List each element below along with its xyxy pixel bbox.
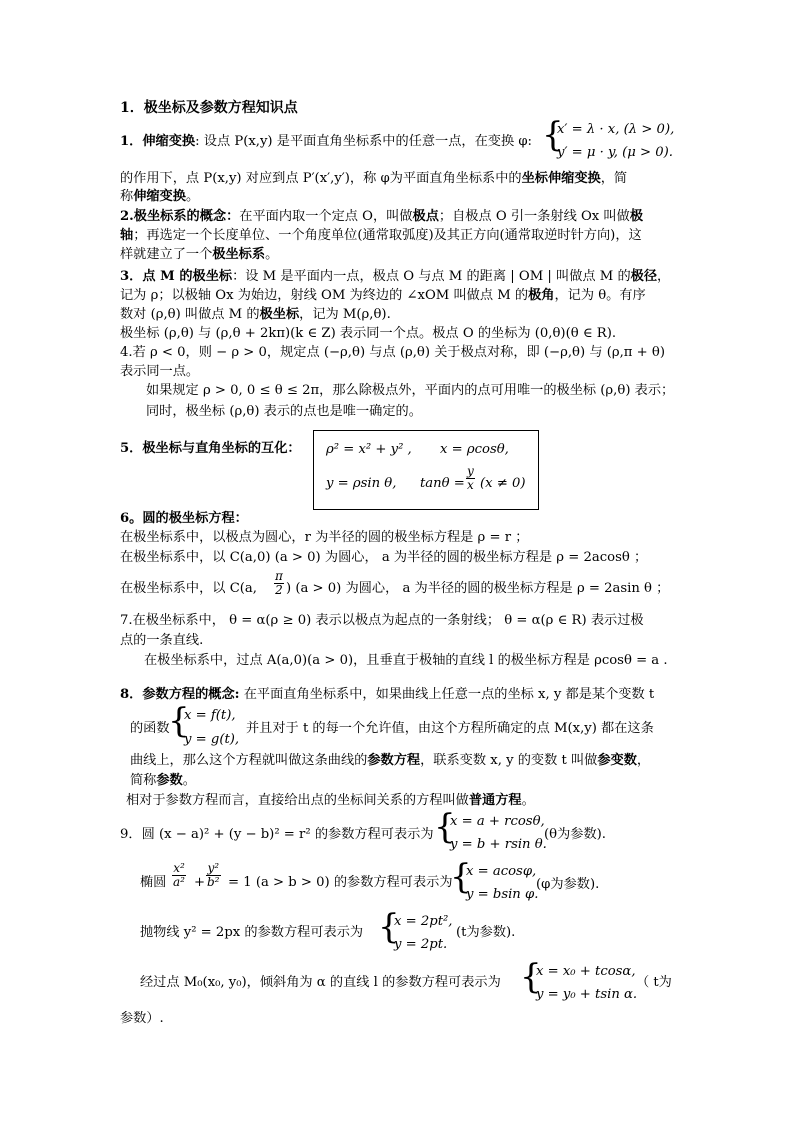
s9-line4b: （ t为	[636, 975, 672, 990]
s1-line2	[120, 170, 627, 188]
s8-label: 8．参数方程的概念:	[120, 687, 240, 702]
s3-line3	[120, 306, 391, 324]
s4-line1: 4.若 ρ < 0，则 − ρ > 0，规定点 (−ρ,θ) 与点 (ρ,θ) 关于极点对称，即 (−ρ,θ) 与 (ρ,π + θ)	[120, 345, 665, 360]
s4-line4: 同时，极坐标 (ρ,θ) 表示的点也是唯一确定的。	[146, 404, 422, 419]
s9-frac1-num: x²	[173, 861, 185, 875]
s9-line2b: = 1 (a > b > 0) 的参数方程可表示为	[228, 875, 453, 890]
s3-label: 3．点 M 的极坐标	[120, 269, 233, 284]
s1-brace: {	[542, 115, 564, 155]
s6-label: 6。圆的极坐标方程：	[120, 511, 248, 526]
s3-line2	[120, 287, 646, 305]
s3-text-c2: ，记为 M(ρ,θ).	[299, 307, 391, 322]
s1-bold-b: 坐标伸缩变换	[521, 171, 601, 186]
s9-l4-eq2: y = y₀ + tsin α.	[536, 987, 638, 1002]
s1-label: 1．伸缩变换	[120, 134, 196, 149]
s9-frac2-num: y²	[207, 861, 220, 875]
s3-bold-c: 极坐标	[259, 307, 300, 322]
s9-frac-2	[206, 862, 221, 889]
s5-formula-1: ρ² = x² + y² ,	[326, 442, 412, 457]
s6-frac-den: 2	[275, 583, 283, 597]
s9-line2a: 椭圆	[140, 875, 167, 890]
s2-line2	[120, 227, 642, 245]
s6-line1: 在极坐标系中，以极点为圆心，r 为半径的圆的极坐标方程是 ρ = r ；	[120, 530, 529, 545]
s8-bold-d2: 参变数	[597, 753, 637, 768]
s1-line3	[120, 188, 199, 206]
s9-line5: 参数）.	[120, 1011, 164, 1026]
s5-formula-4-tail: (x ≠ 0)	[480, 476, 526, 491]
s8-bold-e: 参数	[156, 773, 183, 788]
s3-text-a: ：设 M 是平面内一点，极点 O 与点 M 的距离 | OM | 叫做点 M 的	[232, 269, 631, 284]
s8-text-e2: 。	[182, 773, 196, 788]
s4-line3: 如果规定 ρ > 0, 0 ≤ θ ≤ 2π，那么除极点外，平面内的点可用唯一的极坐标 (ρ,θ) 表示；	[146, 383, 675, 398]
s9-l3-eq1: x = 2pt²,	[394, 914, 453, 929]
s9-line2c: (φ为参数).	[536, 877, 600, 892]
s5-formula-4: tanθ =	[420, 476, 465, 491]
s8-text-d3: ，	[636, 753, 651, 768]
s3-text-a2: ，	[657, 269, 671, 284]
s1-eq1: x′ = λ · x, (λ > 0),	[557, 122, 675, 137]
s8-line4	[130, 772, 196, 790]
s9-line1b: (θ为参数).	[544, 827, 606, 842]
formula-box	[313, 430, 539, 510]
s9-l4-brace: {	[520, 957, 542, 997]
s6-line2: 在极坐标系中，以 C(a,0) (a > 0) 为圆心， a 为半径的圆的极坐标方程是 ρ = 2acosθ ；	[120, 550, 648, 565]
s1-text-b: 的作用下，点 P(x,y) 对应到点 P′(x′,y′)，称 φ为平面直角坐标系中的	[120, 171, 522, 186]
s2-bold-c: 轴	[120, 228, 134, 243]
s3-text-b: 记为 ρ；以极轴 Ox 为始边，射线 OM 为终边的 ∠xOM 叫做点 M 的	[120, 288, 529, 303]
s2-text-c: ；再选定一个长度单位、一个角度单位(通常取弧度)及其正方向(通常取逆时针方向)，这	[133, 228, 642, 243]
s6-frac-num: π	[275, 569, 283, 583]
section-heading: 1．极坐标及参数方程知识点	[120, 100, 298, 116]
s2-bold-b: 极	[629, 209, 643, 224]
s8-text-b: 的函数	[130, 721, 170, 736]
s8-bold-d: 参数方程	[367, 753, 421, 768]
s9-l1-eq2: y = b + rsin θ.	[450, 837, 547, 852]
s9-line3a: 抛物线 y² = 2px 的参数方程可表示为	[140, 925, 364, 940]
s9-l3-brace: {	[378, 907, 400, 947]
s2-label: 2.极坐标系的概念：	[120, 209, 240, 224]
s8-bold-f: 普通方程	[468, 793, 522, 808]
s8-text-d2: ，联系变数 x, y 的变数 t 叫做	[420, 753, 598, 768]
s8-text-f2: 。	[521, 793, 535, 808]
s9-l1-eq1: x = a + rcosθ,	[450, 814, 545, 829]
s1-text-a: : 设点 P(x,y) 是平面直角坐标系中的任意一点，在变换 φ:	[195, 134, 533, 149]
s1-text-c: ，简	[600, 171, 628, 186]
s5-formula-2: x = ρcosθ,	[440, 442, 509, 457]
s8-eq2: y = g(t),	[184, 732, 240, 747]
s3-line1	[120, 268, 670, 286]
s2-text-d: 样就建立了一个	[120, 247, 213, 262]
s5-fraction	[466, 465, 475, 492]
s6-line3a: 在极坐标系中，以 C(a,	[120, 581, 257, 596]
s3-bold-a: 极径	[630, 269, 658, 284]
s6-line3b: ) (a > 0) 为圆心， a 为半径的圆的极坐标方程是 ρ = 2asin θ ；	[286, 581, 670, 596]
s5-frac-den: x	[467, 478, 474, 492]
s6-fraction	[274, 570, 284, 597]
s9-l4-eq1: x = x₀ + tcosα,	[536, 964, 636, 979]
s9-l2-eq1: x = acosφ,	[466, 864, 537, 879]
s2-text-b: ；自极点 O 引一条射线 Ox 叫做	[438, 209, 630, 224]
s9-line4a: 经过点 M₀(x₀, y₀)，倾斜角为 α 的直线 l 的参数方程可表示为	[140, 975, 501, 990]
s8-line3	[130, 752, 650, 770]
s8-text-d: 曲线上，那么这个方程就叫做这条曲线的	[130, 753, 368, 768]
s2-text-e: 。	[265, 247, 279, 262]
s9-l2-eq2: y = bsin φ.	[466, 887, 539, 902]
s9-plus: +	[194, 875, 206, 890]
s7-line3: 在极坐标系中，过点 A(a,0)(a > 0)，且垂直于极轴的直线 l 的极坐标方程是 ρcosθ = a .	[144, 653, 668, 668]
s3-bold-b: 极角	[528, 288, 555, 303]
s9-frac1-den: a²	[173, 875, 185, 889]
s1-bold-d: 伸缩变换	[133, 189, 186, 204]
s3-text-c: 数对 (ρ,θ) 叫做点 M 的	[120, 307, 260, 322]
s4-line2: 表示同一点。	[120, 364, 200, 379]
s3-text-b2: ，记为 θ。有序	[554, 288, 646, 303]
s9-l2-brace: {	[450, 857, 472, 897]
s5-label: 5．极坐标与直角坐标的互化：	[120, 441, 301, 456]
s2-bold-a: 极点	[412, 209, 439, 224]
s1-eq2: y′ = μ · y, (μ > 0).	[557, 145, 673, 160]
s1-text-e: 。	[185, 189, 200, 204]
s3-line4: 极坐标 (ρ,θ) 与 (ρ,θ + 2kπ)(k ∈ Z) 表示同一个点。极点 O 的坐标为 (0,θ)(θ ∈ R).	[120, 326, 617, 341]
s9-l3-eq2: y = 2pt.	[394, 937, 448, 952]
s7-line2: 点的一条直线.	[120, 633, 204, 648]
s8-text-e: 简称	[130, 773, 157, 788]
s8-text-c: 并且对于 t 的每一个允许值，由这个方程所确定的点 M(x,y) 都在这条	[246, 721, 654, 736]
s9-frac-1	[172, 862, 186, 889]
s7-line1: 7.在极坐标系中， θ = α(ρ ≥ 0) 表示以极点为起点的一条射线； θ = α(ρ ∈ R) 表示过极	[120, 613, 644, 628]
s2-bold-d: 极坐标系	[212, 247, 266, 262]
s8-text-a: 在平面直角坐标系中，如果曲线上任意一点的坐标 x, y 都是某个变数 t	[239, 687, 655, 702]
s9-line3b: (t为参数).	[456, 925, 516, 940]
s8-eq1: x = f(t),	[184, 708, 236, 723]
s1-text-d: 称	[120, 189, 134, 204]
s1-line1	[120, 133, 532, 151]
s2-text-a: 在平面内取一个定点 O，叫做	[239, 209, 413, 224]
s2-line1	[120, 208, 643, 226]
s9-l1-brace: {	[434, 807, 456, 847]
s5-frac-num: y	[467, 464, 474, 478]
s9-line1a: 9．圆 (x − a)² + (y − b)² = r² 的参数方程可表示为	[120, 827, 434, 842]
s5-formula-3: y = ρsin θ,	[326, 476, 397, 491]
s8-line5	[126, 792, 535, 810]
s8-line1	[120, 686, 654, 704]
s8-text-f: 相对于参数方程而言，直接给出点的坐标间关系的方程叫做	[126, 793, 469, 808]
s9-frac2-den: b²	[207, 875, 220, 889]
s8-brace: {	[168, 701, 190, 741]
s2-line3	[120, 246, 278, 264]
